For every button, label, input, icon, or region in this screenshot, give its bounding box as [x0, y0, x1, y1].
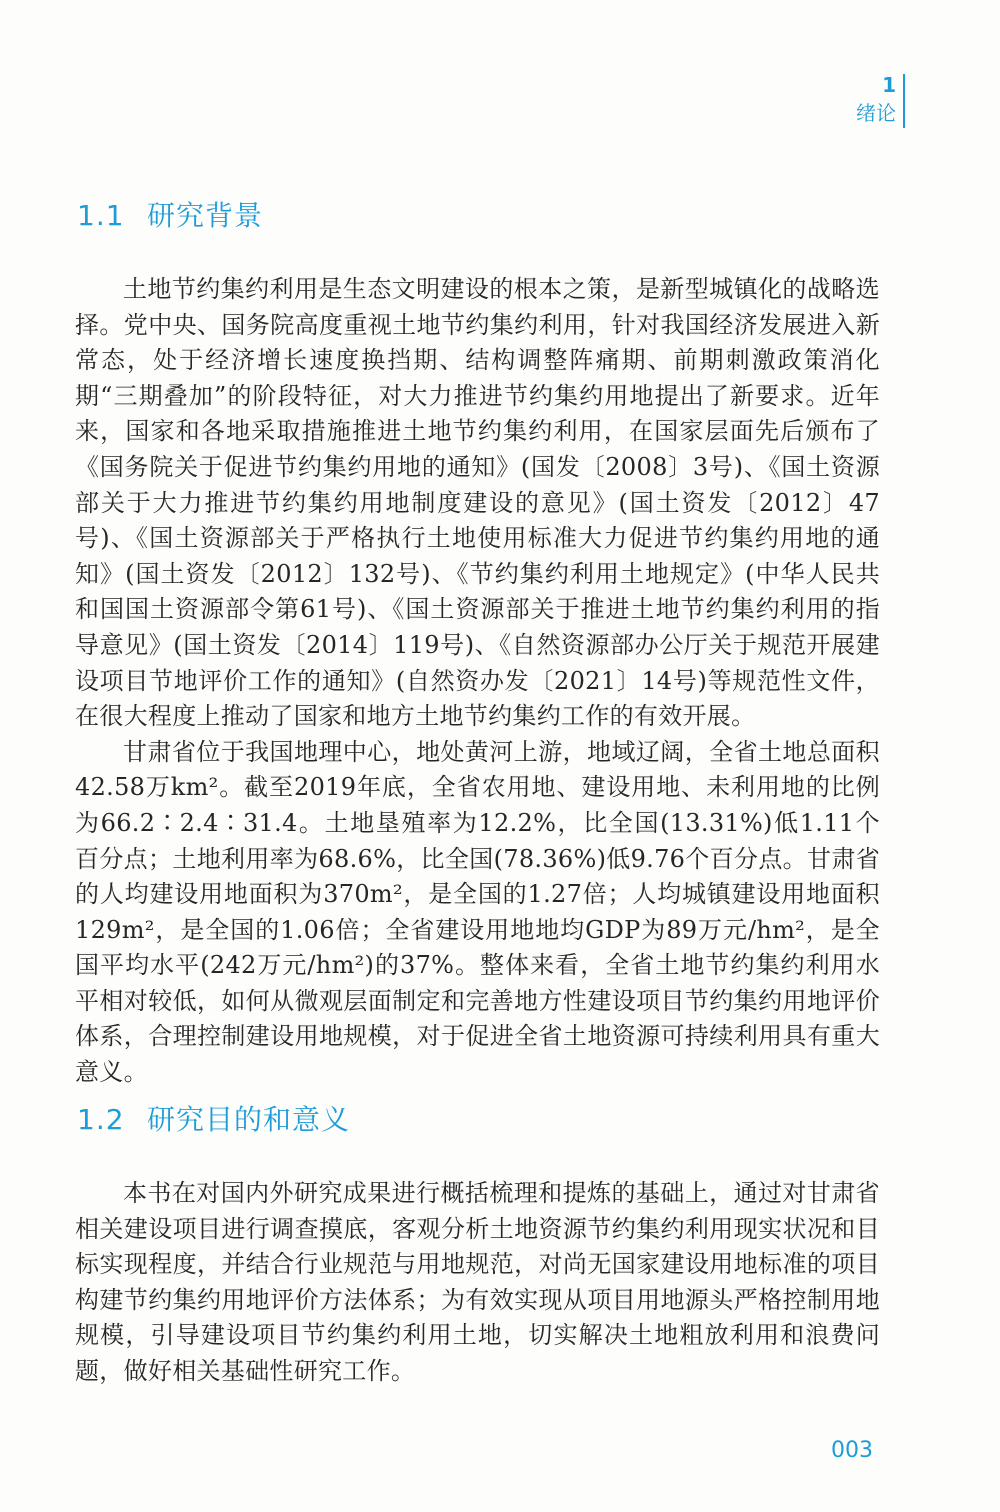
section-heading-1-1	[77, 196, 263, 236]
section-body-1-1	[75, 272, 880, 1091]
paragraph: 甘肃省位于我国地理中心，地处黄河上游，地域辽阔，全省土地总面积42.58万km²。截至2019年底，全省农用地、建设用地、未利用地的比例为66.2∶2.4∶31.4。土地垦殖率为12.2%，比全国(13.31%)低1.11个百分点；土地利用率为68.6%，比全国(78.36%)低9.76个百分点。甘肃省的人均建设用地面积为370m²，是全国的1.27倍；人均城镇建设用地面积129m²，是全国的1.06倍；全省建设用地地均GDP为89万元/hm²，是全国平均水平(242万元/hm²)的37%。整体来看，全省土地节约集约利用水平相对较低，如何从微观层面制定和完善地方性建设项目节约集约用地评价体系，合理控制建设用地规模，对于促进全省土地资源可持续利用具有重大意义。	[75, 737, 880, 1087]
header-divider	[903, 74, 905, 128]
paragraph: 本书在对国内外研究成果进行概括梳理和提炼的基础上，通过对甘肃省相关建设项目进行调查摸底，客观分析土地资源节约集约利用现实状况和目标实现程度，并结合行业规范与用地规范，对尚无国家建设用地标准的项目构建节约集约用地评价方法体系；为有效实现从项目用地源头严格控制用地规模，引导建设项目节约集约利用土地，切实解决土地粗放利用和浪费问题，做好相关基础性研究工作。	[75, 1179, 880, 1385]
section-body-1-2	[75, 1176, 880, 1390]
chapter-title: 绪论	[856, 101, 896, 125]
section-title: 研究背景	[147, 199, 264, 232]
chapter-number: 1	[882, 73, 896, 97]
paragraph: 土地节约集约利用是生态文明建设的根本之策，是新型城镇化的战略选择。党中央、国务院高度重视土地节约集约利用，针对我国经济发展进入新常态，处于经济增长速度换挡期、结构调整阵痛期、前期刺激政策消化期“三期叠加”的阶段特征，对大力推进节约集约用地提出了新要求。近年来，国家和各地采取措施推进土地节约集约利用，在国家层面先后颁布了《国务院关于促进节约集约用地的通知》(国发〔2008〕3号)、《国土资源部关于大力推进节约集约用地制度建设的意见》(国土资发〔2012〕47号)、《国土资源部关于严格执行土地使用标准大力促进节约集约用地的通知》(国土资发〔2012〕132号)、《节约集约利用土地规定》(中华人民共和国国土资源部令第61号)、《国土资源部关于推进土地节约集约利用的指导意见》(国土资发〔2014〕119号)、《自然资源部办公厅关于规范开展建设项目节地评价工作的通知》(自然资办发〔2021〕14号)等规范性文件，在很大程度上推动了国家和地方土地节约集约工作的有效开展。	[75, 275, 880, 731]
section-number: 1.1	[77, 199, 125, 232]
section-number: 1.2	[77, 1103, 125, 1136]
page-number: 003	[831, 1438, 873, 1463]
running-header	[856, 72, 896, 128]
section-title: 研究目的和意义	[147, 1103, 351, 1136]
section-heading-1-2	[77, 1100, 350, 1140]
